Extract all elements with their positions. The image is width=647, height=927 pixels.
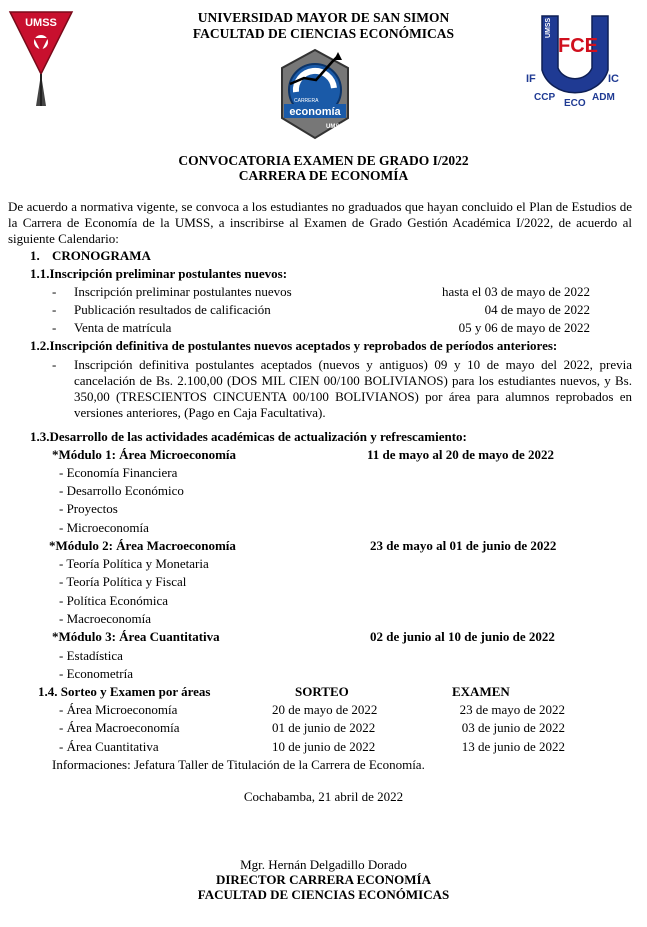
signature-role: DIRECTOR CARRERA ECONOMÍA <box>215 872 431 887</box>
faculty-name: FACULTAD DE CIENCIAS ECONÓMICAS <box>192 26 455 41</box>
module-2-item: - Teoría Política y Fiscal <box>59 574 187 589</box>
logo-fce-text: FCE <box>558 35 598 57</box>
title-line-1: CONVOCATORIA EXAMEN DE GRADO I/2022 <box>178 153 469 168</box>
logo-ic-text: IC <box>608 73 619 85</box>
section-1-4-title: 1.4. Sorteo y Examen por áreas <box>38 684 211 699</box>
section-1-title: CRONOGRAMA <box>52 248 151 263</box>
s14-row-1-examen: 23 de mayo de 2022 <box>459 702 565 717</box>
s14-row-3-area: - Área Cuantitativa <box>59 739 159 754</box>
module-2-item: - Macroeconomía <box>59 611 152 626</box>
title-line-2: CARRERA DE ECONOMÍA <box>238 168 409 183</box>
module-1-dates: 11 de mayo al 20 de mayo de 2022 <box>367 447 555 462</box>
module-1-name: *Módulo 1: Área Microeconomía <box>52 447 237 462</box>
umss-logo-text: UMSS <box>25 17 57 29</box>
s11-dash-1: - <box>52 284 57 299</box>
col-examen-header: EXAMEN <box>452 684 510 699</box>
s11-item-3-label: Venta de matrícula <box>74 320 172 335</box>
module-3-item: - Estadística <box>59 648 123 663</box>
s12-dash: - <box>52 357 57 372</box>
section-1-2-title: 1.2.Inscripción definitiva de postulantes nuevos aceptados y reprobados de períodos anteriores: <box>30 338 558 353</box>
module-3-item: - Econometría <box>59 666 133 681</box>
section-1-1-title: 1.1.Inscripción preliminar postulantes nuevos: <box>30 266 288 281</box>
module-1-item: - Economía Financiera <box>59 465 178 480</box>
s11-item-3-date: 05 y 06 de mayo de 2022 <box>458 320 590 335</box>
logo-umss-vertical-text: UMSS <box>545 17 552 38</box>
s11-dash-3: - <box>52 320 57 335</box>
intro-paragraph: De acuerdo a normativa vigente, se convoca a los estudiantes no graduados que hayan concluido el Plan de Estudios de la Carrera de Economía de la UMSS, a inscribirse al Examen de Grado Gestión Académica I/2022, de acuerdo al siguiente Calendario: <box>8 199 632 246</box>
s12-paragraph: Inscripción definitiva postulantes aceptados (nuevos y antiguos) 09 y 10 de mayo del 2022, previa cancelación de Bs. 2.100,00 (DOS MIL CIEN 00/100 BOLIVIANOS) para los estudiantes nuevos, y Bs. 350,00 (TRESCIENTOS CINCUENTA 00/100 BOLIVIANOS) por área para alumnos reprobados en versiones anteriores, (Pago en Caja Facultativa). <box>74 357 632 420</box>
s11-item-1-date: hasta el 03 de mayo de 2022 <box>441 284 590 299</box>
logo-eco-text: ECO <box>564 98 586 108</box>
section-1-number: 1. <box>30 248 40 263</box>
logo-umss-text: UMSS <box>326 124 344 130</box>
col-sorteo-header: SORTEO <box>295 684 349 699</box>
logo-adm-text: ADM <box>592 92 615 103</box>
s11-item-2-date: 04 de mayo de 2022 <box>484 302 590 317</box>
module-1-item: - Microeconomía <box>59 520 149 535</box>
logo-if-text: IF <box>526 73 536 85</box>
logo-carrera-text: CARRERA <box>294 98 319 104</box>
university-name: UNIVERSIDAD MAYOR DE SAN SIMON <box>197 10 450 25</box>
logo-ccp-text: CCP <box>534 92 556 103</box>
signature-faculty: FACULTAD DE CIENCIAS ECONÓMICAS <box>197 887 450 902</box>
module-2-name: *Módulo 2: Área Macroeconomía <box>49 538 236 553</box>
s11-dash-2: - <box>52 302 57 317</box>
economia-logo <box>276 48 354 140</box>
s11-item-1-label: Inscripción preliminar postulantes nuevos <box>74 284 292 299</box>
module-1-item: - Proyectos <box>59 501 118 516</box>
module-1-item: - Desarrollo Económico <box>59 483 184 498</box>
s14-row-1-area: - Área Microeconomía <box>59 702 178 717</box>
s14-row-2-examen: 03 de junio de 2022 <box>461 720 565 735</box>
section-1-3-title: 1.3.Desarrollo de las actividades académicas de actualización y refrescamiento: <box>30 429 467 444</box>
s14-row-2-area: - Área Macroeconomía <box>59 720 180 735</box>
module-2-item: - Teoría Política y Monetaria <box>59 556 209 571</box>
place-date: Cochabamba, 21 abril de 2022 <box>243 789 404 804</box>
signature-name: Mgr. Hernán Delgadillo Dorado <box>240 857 407 872</box>
module-3-name: *Módulo 3: Área Cuantitativa <box>52 629 220 644</box>
module-3-dates: 02 de junio al 10 de junio de 2022 <box>370 629 555 644</box>
info-line: Informaciones: Jefatura Taller de Titulación de la Carrera de Economía. <box>52 757 425 772</box>
fce-logo <box>520 12 630 108</box>
s14-row-3-sorteo: 10 de junio de 2022 <box>272 739 376 754</box>
logo-economia-text: economía <box>289 106 341 118</box>
module-2-dates: 23 de mayo al 01 de junio de 2022 <box>370 538 557 553</box>
s14-row-3-examen: 13 de junio de 2022 <box>461 739 565 754</box>
module-2-item: - Política Económica <box>59 593 169 608</box>
s11-item-2-label: Publicación resultados de calificación <box>74 302 271 317</box>
s14-row-2-sorteo: 01 de junio de 2022 <box>272 720 376 735</box>
s14-row-1-sorteo: 20 de mayo de 2022 <box>272 702 378 717</box>
